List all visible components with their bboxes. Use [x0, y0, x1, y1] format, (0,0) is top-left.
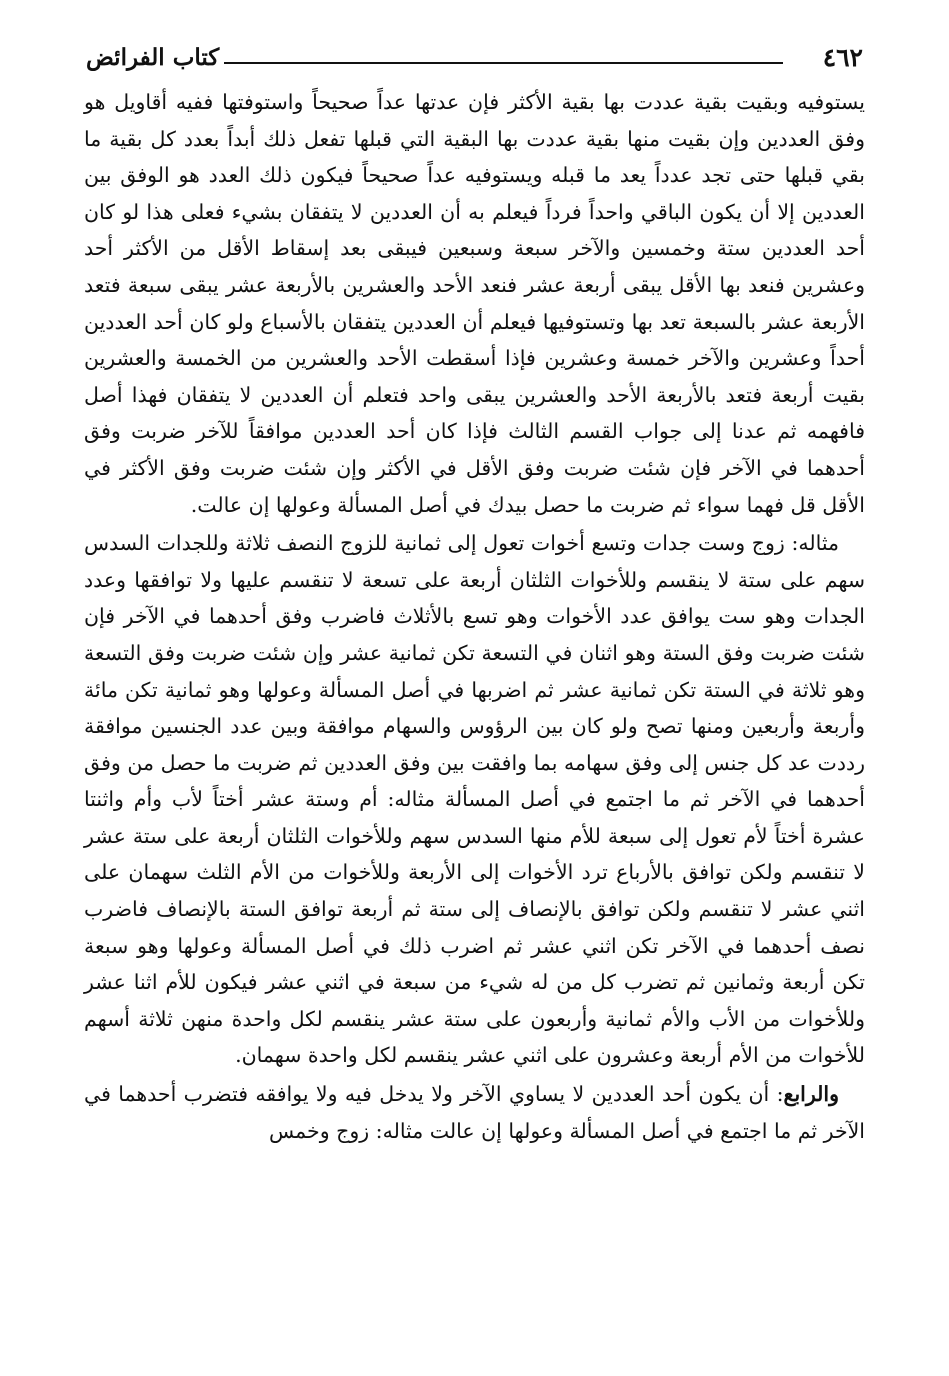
paragraph-fourth-case — [84, 1076, 865, 1149]
paragraph-example — [84, 525, 865, 1074]
page-header — [86, 38, 863, 78]
paragraph-text: : أن يكون أحد العددين لا يساوي الآخر ولا يدخل فيه ولا يوافقه فتضرب أحدهما في الآخر ثم ما اجتمع في أصل المسألة وعولها إن عالت مثاله: زوج وخمس — [84, 1082, 865, 1143]
main-text — [84, 84, 865, 1149]
paragraph-text: يستوفيه وبقيت بقية عددت بها بقية الأكثر فإن عدتها عداً صحيحاً واستوفتها ففيه أقاويل هو وفق العددين وإن بقيت منها بقية عددت بها البقية التي قبلها تفعل ذلك أبداً بعدد كل بقية ما بقي قبلها حتى تجد عدداً يعد ما قبله ويستوفيه عداً صحيحاً فيكون ذلك العدد هو الوفق بين العددين إلا أن يكون الباقي واحداً فرداً فيعلم به أن العددين لا يتفقان بشيء فعلى هذا لو كان أحد العددين ستة وخمسين والآخر سبعة وسبعين فيبقى بعد إسقاط الأقل من الأكثر أحد وعشرين فنعد بها الأقل يبقى أربعة عشر فنعد الأحد والعشرين بالأربعة عشر يبقى سبعة فتعد الأربعة عشر بالسبعة تعد بها وتستوفيها فيعلم أن العددين يتفقان بالأسباع ولو كان أحد العددين أحداً وعشرين والآخر خمسة وعشرين فإذا أسقطت الأحد والعشرين من الخمسة والعشرين بقيت أربعة فتعد بالأربعة الأحد والعشرين يبقى واحد فتعلم أن العددين لا يتفقان فهذا أصل فافهمه ثم عدنا إلى جواب القسم الثالث فإذا كان أحد العددين موافقاً للآخر ضربت وفق أحدهما في الآخر فإن شئت ضربت وفق الأقل في الأكثر وإن شئت ضربت وفق الأكثر في الأقل قل فهما سواء ثم ضربت ما حصل بيدك في أصل المسألة وعولها إن عالت. — [84, 90, 865, 517]
paragraph-text: مثاله: زوج وست جدات وتسع أخوات تعول إلى ثمانية للزوج النصف ثلاثة وللجدات السدس سهم على ستة لا ينقسم وللأخوات الثلثان أربعة على تسعة لا تنقسم عليها ولا توافقها وعدد الجدات وهو ست يوافق عدد الأخوات وهو تسع بالأثلاث فاضرب وفق أحدهما في الآخر فإن شئت ضربت وفق الستة وهو اثنان في التسعة تكن ثمانية عشر وإن شئت ضربت وفق التسعة وهو ثلاثة في الستة تكن ثمانية عشر ثم اضربها في أصل المسألة وعولها وهو ثمانية تكن مائة وأربعة وأربعين ومنها تصح ولو كان بين الرؤوس والسهام موافقة وبين عدد الجنسين موافقة رددت عد كل جنس إلى وفق سهامه بما وافقت بين وفق العددين ثم ضربت ما حصل من وفق أحدهما في الآخر ثم ما اجتمع في أصل المسألة مثاله: أم وستة عشر أختاً لأب وأم واثنتا عشرة أختاً لأم تعول إلى سبعة للأم منها السدس سهم وللأخوات الثلثان أربعة على ستة عشر لا تنقسم ولكن توافق بالأرباع ترد الأخوات إلى الأربعة وللأخوات من الأم الثلث سهمان على اثني عشر لا تنقسم ولكن توافق بالإنصاف إلى ستة ثم أربعة توافق الستة بالإنصاف فاضرب نصف أحدهما في الآخر تكن اثني عشر ثم اضرب ذلك في أصل المسألة وعولها وهو سبعة تكن أربعة وثمانين ثم تضرب كل من له شيء من سبعة في اثني عشر فيكون للأم اثنا عشر وللأخوات من الأب والأم ثمانية وأربعون على ستة عشر ينقسم لكل واحدة منهن ثلاثة أسهم للأخوات من الأم أربعة وعشرون على اثني عشر ينقسم لكل واحدة سهمان. — [84, 531, 865, 1068]
running-title: كتاب الفرائض — [86, 44, 220, 71]
paragraph-lead-word: والرابع — [783, 1082, 839, 1107]
header-rule — [224, 62, 783, 64]
page-number: ٤٦٢ — [822, 43, 863, 72]
paragraph-continuation — [84, 84, 865, 523]
